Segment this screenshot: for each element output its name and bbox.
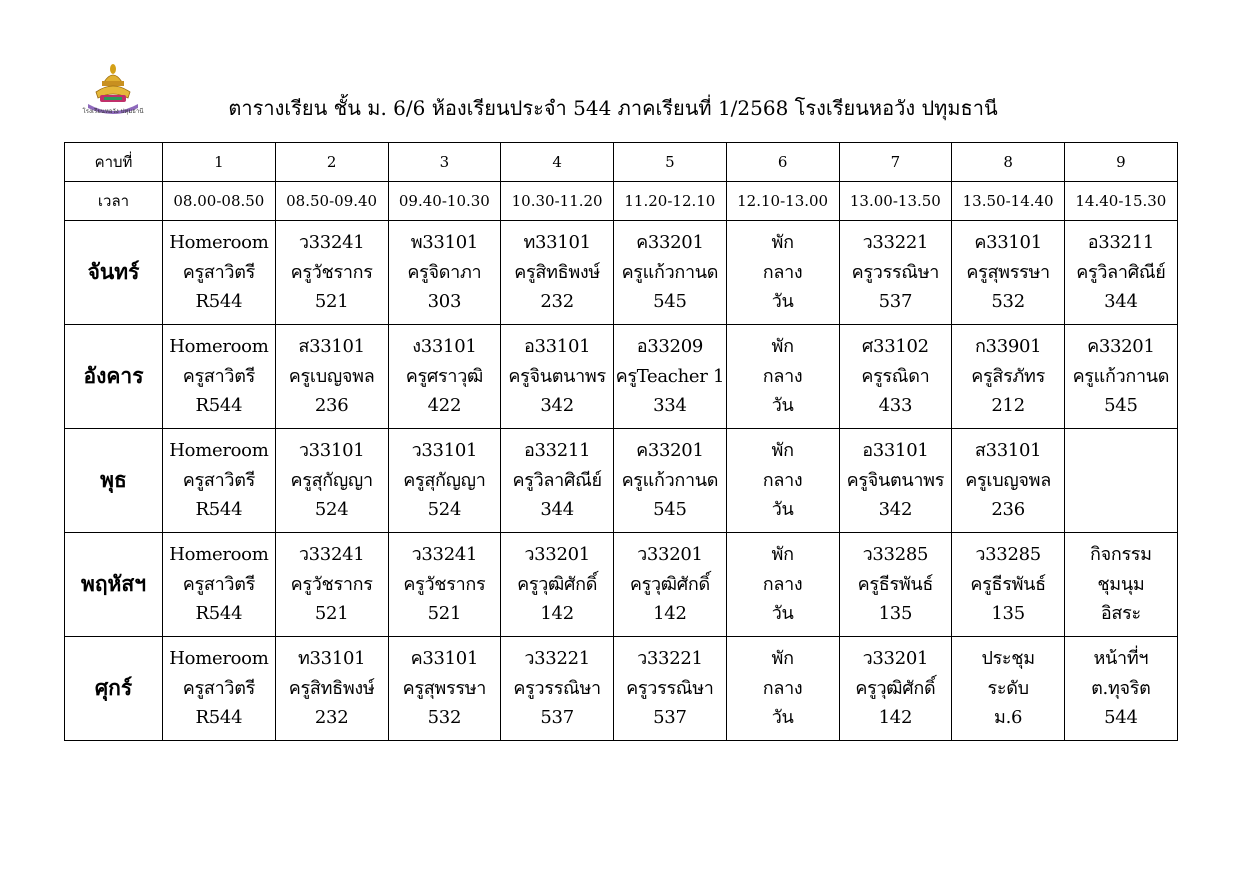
room-number: อิสระ — [1100, 603, 1141, 625]
schedule-cell — [1065, 637, 1178, 741]
teacher-name: ครูสุกัญญา — [403, 469, 486, 491]
cell-content — [952, 540, 1064, 629]
teacher-name: ครูวิลาศิณีย์ — [1076, 261, 1166, 283]
schedule-cell — [839, 221, 952, 325]
subject-code: ว33201 — [862, 648, 929, 670]
cell-content — [727, 228, 839, 317]
teacher-name: ครูจินตนาพร — [508, 365, 606, 387]
subject-code: ว33201 — [524, 544, 590, 566]
room-number: 334 — [653, 395, 687, 417]
schedule-cell — [275, 533, 388, 637]
teacher-name: ครูธีรพันธ์ — [857, 573, 934, 595]
schedule-cell — [614, 533, 727, 637]
room-number: 142 — [878, 707, 913, 729]
period-number: 2 — [275, 143, 388, 182]
day-name: พฤหัสฯ — [65, 533, 163, 637]
schedule-cell — [275, 221, 388, 325]
period-number: 4 — [501, 143, 614, 182]
schedule-cell — [952, 221, 1065, 325]
subject-code: ประชุม — [981, 648, 1035, 670]
room-number: วัน — [771, 603, 794, 625]
cell-content — [614, 332, 726, 421]
schedule-cell — [1065, 325, 1178, 429]
cell-content — [727, 332, 839, 421]
period-time: 08.50-09.40 — [275, 182, 388, 221]
period-time: 13.00-13.50 — [839, 182, 952, 221]
room-number: 142 — [653, 603, 687, 625]
subject-code: ค33201 — [636, 232, 704, 254]
schedule-cell — [726, 429, 839, 533]
room-number: 545 — [1104, 395, 1138, 417]
room-number: 537 — [653, 707, 687, 729]
room-number: 524 — [314, 499, 349, 521]
teacher-name: ครูสาวิตรี — [182, 677, 255, 699]
schedule-cell — [501, 533, 614, 637]
room-number: R544 — [195, 603, 243, 625]
schedule-cell — [275, 325, 388, 429]
subject-code: ว33285 — [862, 544, 929, 566]
cell-content — [501, 436, 613, 525]
teacher-name: ครูวุฒิศักดิ์ — [517, 573, 598, 595]
room-number: 532 — [991, 291, 1025, 313]
cell-content — [840, 436, 952, 525]
period-time: 08.00-08.50 — [163, 182, 276, 221]
room-number: วัน — [771, 499, 794, 521]
room-number: 433 — [878, 395, 913, 417]
teacher-name: ครูแก้วกานด — [621, 469, 719, 491]
teacher-name: ครูสิรภัทร — [971, 365, 1045, 387]
cell-content — [840, 228, 952, 317]
teacher-name: ครูสุพรรษา — [402, 677, 487, 699]
cell-content — [614, 436, 726, 525]
teacher-name: ครูวุฒิศักดิ์ — [855, 677, 936, 699]
subject-code: Homeroom — [169, 544, 269, 566]
teacher-name: ครูรณิดา — [861, 365, 930, 387]
period-time: 10.30-11.20 — [501, 182, 614, 221]
room-number: 303 — [427, 291, 462, 313]
schedule-cell — [1065, 429, 1178, 533]
day-name: ศุกร์ — [65, 637, 163, 741]
teacher-name: ครูสิทธิพงษ์ — [288, 677, 375, 699]
cell-content — [276, 228, 388, 317]
teacher-name: ครูวรรณิษา — [513, 677, 601, 699]
schedule-cell — [952, 533, 1065, 637]
room-number: 212 — [991, 395, 1025, 417]
day-row — [65, 429, 1178, 533]
cell-content — [389, 228, 501, 317]
room-number: 344 — [1104, 291, 1138, 313]
room-number: วัน — [771, 291, 794, 313]
room-number: 545 — [653, 291, 687, 313]
period-label: คาบที่ — [65, 143, 163, 182]
teacher-name: ครูTeacher 1 — [615, 365, 725, 387]
teacher-name: ต.ทุจริต — [1091, 677, 1151, 699]
subject-code: ว33201 — [637, 544, 703, 566]
page-title: ตารางเรียน ชั้น ม. 6/6 ห้องเรียนประจำ 544 ภาคเรียนที่ 1/2568 โรงเรียนหอวัง ปทุมธานี — [228, 96, 998, 120]
subject-code: อ33211 — [523, 440, 591, 462]
teacher-name: ครูสาวิตรี — [182, 573, 255, 595]
subject-code: อ33209 — [636, 336, 704, 358]
teacher-name: ครูสุกัญญา — [290, 469, 373, 491]
room-number: 532 — [427, 707, 462, 729]
teacher-name: ครูเบญจพล — [288, 365, 375, 387]
subject-code: หน้าที่ฯ — [1093, 648, 1149, 670]
period-number: 8 — [952, 143, 1065, 182]
period-time: 14.40-15.30 — [1065, 182, 1178, 221]
teacher-name: ระดับ — [987, 677, 1029, 699]
subject-code: พัก — [771, 336, 794, 358]
room-number: 236 — [991, 499, 1025, 521]
cell-content — [1065, 540, 1177, 629]
teacher-name: ครูเบญจพล — [965, 469, 1051, 491]
cell-content — [1065, 228, 1177, 317]
schedule-cell — [839, 325, 952, 429]
teacher-name: ครูสิทธิพงษ์ — [514, 261, 600, 283]
room-number: 232 — [314, 707, 349, 729]
subject-code: ก33901 — [974, 336, 1042, 358]
cell-content — [276, 540, 388, 629]
teacher-name: ครูสุพรรษา — [966, 261, 1050, 283]
schedule-cell — [839, 637, 952, 741]
room-number: 232 — [540, 291, 574, 313]
teacher-name: ครูแก้วกานด — [1072, 365, 1170, 387]
logo-caption: โรงเรียนหอวัง ปทุมธานี — [82, 108, 144, 115]
cell-content — [840, 540, 952, 629]
cell-content — [389, 644, 501, 733]
cell-content — [276, 332, 388, 421]
room-number: 236 — [314, 395, 349, 417]
subject-code: อ33211 — [1087, 232, 1155, 254]
subject-code: พัก — [771, 232, 794, 254]
schedule-cell — [726, 325, 839, 429]
room-number: 537 — [540, 707, 574, 729]
room-number: 344 — [540, 499, 574, 521]
subject-code: Homeroom — [169, 440, 269, 462]
room-number: 342 — [878, 499, 913, 521]
teacher-name: ครูวัชรากร — [290, 261, 373, 283]
teacher-name: ครูสาวิตรี — [182, 469, 255, 491]
schedule-cell — [163, 637, 276, 741]
cell-content — [840, 332, 952, 421]
cell-content — [163, 228, 275, 317]
room-number: 142 — [540, 603, 574, 625]
teacher-name: ครูสาวิตรี — [182, 365, 255, 387]
schedule-cell — [388, 533, 501, 637]
cell-content — [501, 228, 613, 317]
cell-content — [952, 228, 1064, 317]
room-number: 521 — [314, 603, 349, 625]
room-number: 135 — [991, 603, 1025, 625]
period-number: 7 — [839, 143, 952, 182]
schedule-cell — [614, 429, 727, 533]
room-number: 521 — [314, 291, 349, 313]
cell-content — [501, 540, 613, 629]
teacher-name: ครูวัชรากร — [290, 573, 373, 595]
schedule-cell — [839, 533, 952, 637]
schedule-cell — [614, 221, 727, 325]
cell-content — [727, 436, 839, 525]
teacher-name: ครูสาวิตรี — [182, 261, 255, 283]
subject-code: ค33101 — [974, 232, 1042, 254]
room-number: 521 — [427, 603, 462, 625]
day-name: อังคาร — [65, 325, 163, 429]
schedule-cell — [163, 221, 276, 325]
schedule-cell — [501, 637, 614, 741]
day-name: จันทร์ — [65, 221, 163, 325]
cell-content — [952, 436, 1064, 525]
cell-content — [952, 644, 1064, 733]
period-number: 3 — [388, 143, 501, 182]
period-time: 13.50-14.40 — [952, 182, 1065, 221]
subject-code: พัก — [771, 440, 794, 462]
schedule-cell — [388, 637, 501, 741]
schedule-cell — [952, 429, 1065, 533]
schedule-cell — [726, 637, 839, 741]
schedule-cell — [163, 429, 276, 533]
room-number: 537 — [878, 291, 913, 313]
subject-code: Homeroom — [169, 232, 269, 254]
subject-code: Homeroom — [169, 648, 269, 670]
subject-code: พัก — [771, 648, 794, 670]
subject-code: ท33101 — [297, 648, 366, 670]
teacher-name: ครูศราวุฒิ — [405, 365, 483, 387]
day-row — [65, 325, 1178, 429]
schedule-cell — [614, 325, 727, 429]
subject-code: ว33221 — [637, 648, 703, 670]
period-number: 1 — [163, 143, 276, 182]
period-time: 11.20-12.10 — [614, 182, 727, 221]
day-row — [65, 533, 1178, 637]
subject-code: ว33221 — [862, 232, 929, 254]
schedule-cell — [275, 429, 388, 533]
subject-code: ศ33102 — [861, 336, 929, 358]
period-number: 9 — [1065, 143, 1178, 182]
cell-content — [163, 332, 275, 421]
day-row — [65, 221, 1178, 325]
cell-content — [163, 436, 275, 525]
cell-content — [389, 540, 501, 629]
teacher-name: ครูจิดาภา — [407, 261, 482, 283]
subject-code: พ33101 — [410, 232, 479, 254]
timetable — [64, 142, 1178, 741]
cell-content — [276, 644, 388, 733]
cell-content — [1065, 644, 1177, 733]
cell-content — [614, 540, 726, 629]
schedule-cell — [952, 637, 1065, 741]
day-name: พุธ — [65, 429, 163, 533]
period-time: 09.40-10.30 — [388, 182, 501, 221]
room-number: 524 — [427, 499, 462, 521]
teacher-name: ครูธีรพันธ์ — [970, 573, 1046, 595]
schedule-cell — [163, 533, 276, 637]
subject-code: ว33101 — [298, 440, 365, 462]
room-number: วัน — [771, 395, 794, 417]
schedule-cell — [1065, 533, 1178, 637]
room-number: 422 — [427, 395, 462, 417]
subject-code: อ33101 — [523, 336, 591, 358]
room-number: 135 — [878, 603, 913, 625]
schedule-cell — [501, 429, 614, 533]
cell-content — [389, 436, 501, 525]
cell-content — [163, 540, 275, 629]
subject-code: ว33241 — [298, 232, 365, 254]
cell-content — [840, 644, 952, 733]
subject-code: อ33101 — [862, 440, 929, 462]
schedule-cell — [726, 221, 839, 325]
teacher-name: ครูวิลาศิณีย์ — [512, 469, 602, 491]
teacher-name: กลาง — [762, 469, 803, 491]
schedule-cell — [839, 429, 952, 533]
schedule-cell — [388, 429, 501, 533]
subject-code: Homeroom — [169, 336, 269, 358]
subject-code: ส33101 — [298, 336, 365, 358]
schedule-cell — [163, 325, 276, 429]
period-number: 6 — [726, 143, 839, 182]
schedule-cell — [388, 325, 501, 429]
room-number: R544 — [195, 707, 243, 729]
time-label: เวลา — [65, 182, 163, 221]
teacher-name: กลาง — [762, 261, 803, 283]
teacher-name: ครูวรรณิษา — [626, 677, 714, 699]
cell-content — [727, 540, 839, 629]
period-number: 5 — [614, 143, 727, 182]
time-header-row — [65, 182, 1178, 221]
subject-code: ส33101 — [974, 440, 1042, 462]
cell-content — [163, 644, 275, 733]
room-number: 545 — [653, 499, 687, 521]
schedule-cell — [952, 325, 1065, 429]
schedule-cell — [275, 637, 388, 741]
teacher-name: กลาง — [762, 677, 803, 699]
schedule-cell — [501, 221, 614, 325]
schedule-cell — [726, 533, 839, 637]
room-number: ม.6 — [994, 707, 1023, 729]
subject-code: พัก — [771, 544, 794, 566]
teacher-name: กลาง — [762, 365, 803, 387]
cell-content — [614, 644, 726, 733]
cell-content — [276, 436, 388, 525]
teacher-name: ครูวรรณิษา — [851, 261, 940, 283]
room-number: R544 — [195, 499, 243, 521]
teacher-name: ครูจินตนาพร — [846, 469, 945, 491]
teacher-name: ครูวุฒิศักดิ์ — [629, 573, 710, 595]
subject-code: ค33201 — [636, 440, 704, 462]
cell-content — [727, 644, 839, 733]
schedule-cell — [388, 221, 501, 325]
subject-code: ค33201 — [1087, 336, 1155, 358]
room-number: R544 — [195, 395, 243, 417]
cell-content — [952, 332, 1064, 421]
period-header-row — [65, 143, 1178, 182]
schedule-cell — [1065, 221, 1178, 325]
subject-code: ว33221 — [524, 648, 590, 670]
cell-content — [1065, 332, 1177, 421]
teacher-name: ครูวัชรากร — [403, 573, 486, 595]
schedule-cell — [614, 637, 727, 741]
subject-code: ว33241 — [411, 544, 478, 566]
room-number: 342 — [540, 395, 574, 417]
subject-code: ง33101 — [412, 336, 477, 358]
subject-code: ว33241 — [298, 544, 365, 566]
teacher-name: ชุมนุม — [1097, 573, 1145, 595]
cell-content — [501, 332, 613, 421]
subject-code: กิจกรรม — [1090, 544, 1152, 566]
teacher-name: ครูแก้วกานด — [621, 261, 719, 283]
room-number: R544 — [195, 291, 243, 313]
schedule-cell — [501, 325, 614, 429]
subject-code: ว33101 — [411, 440, 478, 462]
subject-code: ท33101 — [523, 232, 591, 254]
room-number: วัน — [771, 707, 794, 729]
teacher-name: กลาง — [762, 573, 803, 595]
day-row — [65, 637, 1178, 741]
cell-content — [501, 644, 613, 733]
cell-content — [389, 332, 501, 421]
room-number: 544 — [1104, 707, 1138, 729]
cell-content — [614, 228, 726, 317]
period-time: 12.10-13.00 — [726, 182, 839, 221]
subject-code: ค33101 — [410, 648, 479, 670]
subject-code: ว33285 — [975, 544, 1041, 566]
